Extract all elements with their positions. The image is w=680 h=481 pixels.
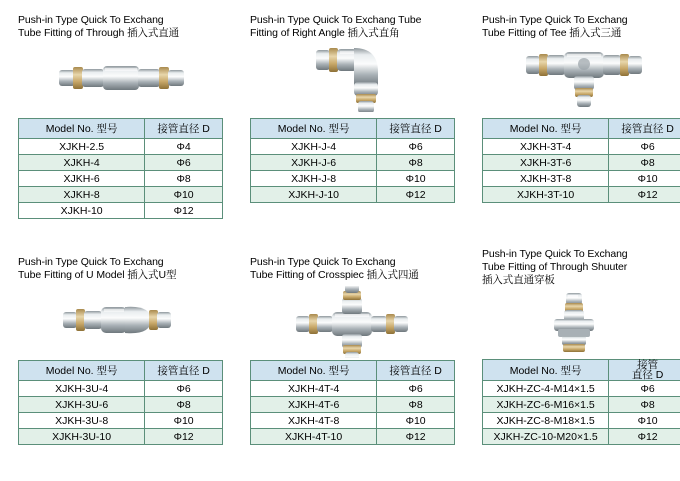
cell-diameter: Φ6 bbox=[609, 139, 680, 155]
product-block-tee bbox=[482, 14, 680, 203]
table-header-row bbox=[483, 360, 680, 381]
cell-model: XJKH-3U-8 bbox=[19, 413, 145, 429]
cell-model: XJKH-3T-8 bbox=[483, 171, 609, 187]
col-header-diameter: 接管直径 D bbox=[377, 119, 455, 139]
cell-model: XJKH-3U-4 bbox=[19, 381, 145, 397]
product-title bbox=[18, 256, 223, 282]
product-block-crosspiece bbox=[250, 256, 455, 445]
product-block-through bbox=[18, 14, 223, 219]
title-line: Fitting of Right Angle 插入式直角 bbox=[250, 27, 400, 39]
product-image-tee bbox=[482, 44, 680, 112]
cell-model: XJKH-3T-4 bbox=[483, 139, 609, 155]
product-image-elbow bbox=[250, 44, 455, 112]
table-row bbox=[251, 139, 455, 155]
cell-diameter: Φ6 bbox=[609, 381, 680, 397]
cell-model: XJKH-4T-4 bbox=[251, 381, 377, 397]
cell-diameter: Φ12 bbox=[377, 429, 455, 445]
title-line: Push-in Type Quick To Exchang bbox=[482, 14, 628, 26]
cell-model: XJKH-J-10 bbox=[251, 187, 377, 203]
table-row bbox=[19, 429, 223, 445]
cell-model: XJKH-3U-10 bbox=[19, 429, 145, 445]
col-header-model: Model No. 型号 bbox=[19, 119, 145, 139]
table-row bbox=[251, 413, 455, 429]
table-row bbox=[251, 155, 455, 171]
table-header-row bbox=[19, 119, 223, 139]
product-block-through-shuuter bbox=[482, 248, 680, 445]
col-header-model: Model No. 型号 bbox=[251, 361, 377, 381]
cell-model: XJKH-ZC-6-M16×1.5 bbox=[483, 397, 609, 413]
cell-diameter: Φ12 bbox=[609, 187, 680, 203]
cell-model: XJKH-3U-6 bbox=[19, 397, 145, 413]
cell-diameter: Φ10 bbox=[377, 413, 455, 429]
table-row bbox=[19, 203, 223, 219]
cell-model: XJKH-ZC-10-M20×1.5 bbox=[483, 429, 609, 445]
spec-table bbox=[250, 360, 455, 445]
title-line: Push-in Type Quick To Exchang bbox=[250, 256, 396, 268]
product-block-u-model bbox=[18, 256, 223, 445]
title-line: Tube Fitting of Tee 插入式三通 bbox=[482, 27, 622, 39]
table-row bbox=[19, 397, 223, 413]
spec-table bbox=[482, 118, 680, 203]
cell-model: XJKH-ZC-8-M18×1.5 bbox=[483, 413, 609, 429]
title-line: 插入式直通穿板 bbox=[482, 274, 555, 286]
cell-diameter: Φ8 bbox=[609, 397, 680, 413]
table-row bbox=[251, 171, 455, 187]
table-header-row bbox=[251, 119, 455, 139]
table-row bbox=[251, 397, 455, 413]
product-title bbox=[18, 14, 223, 40]
cell-model: XJKH-ZC-4-M14×1.5 bbox=[483, 381, 609, 397]
table-row bbox=[19, 139, 223, 155]
spec-table bbox=[482, 359, 680, 445]
cell-diameter: Φ12 bbox=[145, 429, 223, 445]
col-header-model: Model No. 型号 bbox=[483, 360, 609, 381]
cell-diameter: Φ12 bbox=[377, 187, 455, 203]
cell-diameter: Φ8 bbox=[609, 155, 680, 171]
table-row bbox=[483, 429, 680, 445]
col-header-diameter: 接管直径 D bbox=[609, 119, 680, 139]
cell-model: XJKH-8 bbox=[19, 187, 145, 203]
cell-diameter: Φ10 bbox=[609, 413, 680, 429]
product-image-straight-union bbox=[18, 44, 223, 112]
title-line: Push-in Type Quick To Exchang Tube bbox=[250, 14, 422, 26]
col-header-diameter: 接管直径 D bbox=[145, 119, 223, 139]
product-title bbox=[482, 14, 680, 40]
cell-diameter: Φ6 bbox=[377, 381, 455, 397]
cell-diameter: Φ10 bbox=[145, 413, 223, 429]
cell-model: XJKH-4T-6 bbox=[251, 397, 377, 413]
cell-diameter: Φ10 bbox=[609, 171, 680, 187]
cell-diameter: Φ8 bbox=[145, 171, 223, 187]
cell-diameter: Φ12 bbox=[145, 203, 223, 219]
cell-diameter: Φ8 bbox=[377, 397, 455, 413]
cell-model: XJKH-2.5 bbox=[19, 139, 145, 155]
product-title bbox=[250, 14, 455, 40]
table-row bbox=[19, 381, 223, 397]
cell-model: XJKH-3T-6 bbox=[483, 155, 609, 171]
title-line: Tube Fitting of Through 插入式直通 bbox=[18, 27, 180, 39]
col-header-model: Model No. 型号 bbox=[251, 119, 377, 139]
cell-diameter: Φ10 bbox=[377, 171, 455, 187]
col-header-diameter-line2: 直径 D bbox=[631, 369, 664, 381]
table-header-row bbox=[251, 361, 455, 381]
cell-model: XJKH-J-6 bbox=[251, 155, 377, 171]
cell-model: XJKH-6 bbox=[19, 171, 145, 187]
table-row bbox=[483, 381, 680, 397]
spec-table bbox=[250, 118, 455, 203]
title-line: Push-in Type Quick To Exchang bbox=[482, 248, 628, 260]
title-line: Tube Fitting of Through Shuuter bbox=[482, 261, 628, 273]
col-header-diameter-line1: 接管 bbox=[637, 359, 659, 371]
cell-model: XJKH-3T-10 bbox=[483, 187, 609, 203]
cell-diameter: Φ6 bbox=[145, 155, 223, 171]
cell-model: XJKH-10 bbox=[19, 203, 145, 219]
cell-model: XJKH-4T-10 bbox=[251, 429, 377, 445]
cell-model: XJKH-J-4 bbox=[251, 139, 377, 155]
table-row bbox=[483, 413, 680, 429]
product-image-bulkhead bbox=[482, 291, 680, 353]
cell-diameter: Φ10 bbox=[145, 187, 223, 203]
col-header-diameter: 接管直径 D bbox=[145, 361, 223, 381]
table-header-row bbox=[483, 119, 680, 139]
cell-model: XJKH-4T-8 bbox=[251, 413, 377, 429]
product-image-u-model bbox=[18, 286, 223, 354]
product-title bbox=[482, 248, 680, 287]
title-line: Push-in Type Quick To Exchang bbox=[18, 256, 164, 268]
cell-model: XJKH-4 bbox=[19, 155, 145, 171]
col-header-diameter: 接管直径 D bbox=[377, 361, 455, 381]
table-row bbox=[483, 397, 680, 413]
cell-diameter: Φ8 bbox=[377, 155, 455, 171]
table-row bbox=[19, 155, 223, 171]
cell-diameter: Φ12 bbox=[609, 429, 680, 445]
cell-diameter: Φ8 bbox=[145, 397, 223, 413]
table-row bbox=[251, 429, 455, 445]
title-line: Tube Fitting of U Model 插入式U型 bbox=[18, 269, 177, 281]
col-header-model: Model No. 型号 bbox=[19, 361, 145, 381]
product-title bbox=[250, 256, 455, 282]
table-row bbox=[483, 155, 680, 171]
cell-diameter: Φ6 bbox=[145, 381, 223, 397]
table-row bbox=[483, 139, 680, 155]
spec-table bbox=[18, 360, 223, 445]
product-block-right-angle bbox=[250, 14, 455, 203]
table-row bbox=[251, 381, 455, 397]
table-row bbox=[483, 171, 680, 187]
table-row bbox=[19, 171, 223, 187]
table-row bbox=[19, 187, 223, 203]
table-row bbox=[19, 413, 223, 429]
table-row bbox=[483, 187, 680, 203]
cell-diameter: Φ4 bbox=[145, 139, 223, 155]
product-image-cross bbox=[250, 286, 455, 354]
col-header-model: Model No. 型号 bbox=[483, 119, 609, 139]
col-header-diameter bbox=[609, 360, 680, 381]
table-header-row bbox=[19, 361, 223, 381]
cell-diameter: Φ6 bbox=[377, 139, 455, 155]
title-line: Push-in Type Quick To Exchang bbox=[18, 14, 164, 26]
title-line: Tube Fitting of Crosspiec 插入式四通 bbox=[250, 269, 419, 281]
table-row bbox=[251, 187, 455, 203]
cell-model: XJKH-J-8 bbox=[251, 171, 377, 187]
spec-table bbox=[18, 118, 223, 219]
